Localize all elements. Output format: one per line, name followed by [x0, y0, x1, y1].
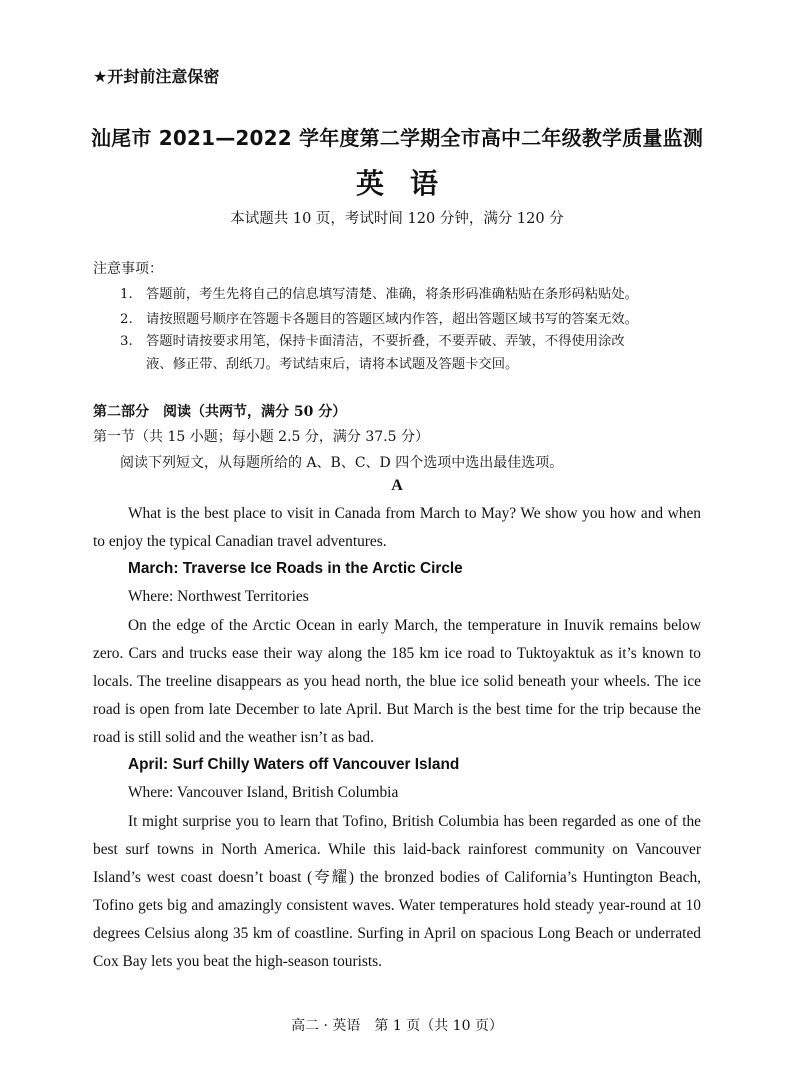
- exam-info: 本试题共 10 页，考试时间 120 分钟，满分 120 分: [230, 211, 564, 227]
- note-item-2: [120, 308, 638, 327]
- page-footer: 高二 · 英语 第 1 页（共 10 页）: [291, 1018, 503, 1034]
- note-text: 请按照题号顺序在答题卡各题目的答题区域内作答，超出答题区域书写的答案无效。: [146, 312, 638, 327]
- part-heading: 第二部分 阅读（共两节，满分 50 分）: [93, 404, 347, 420]
- passage-label: A: [391, 477, 403, 494]
- note-item-3-continued: 液、修正带、刮纸刀。考试结束后，请将本试题及答题卡交回。: [146, 357, 519, 372]
- confidential-notice: ★开封前注意保密: [93, 67, 220, 86]
- note-item-1: [120, 283, 638, 302]
- march-body: On the edge of the Arctic Ocean in early March, the temperature in Inuvik remains below zero. Cars and trucks ease their way along the 185 km ice road to Tuktoyaktuk as it’s known to locals. The treeline disappears as you head north, the blue ice solid beneath your wheels. The ice road is open from late December to late April. But March is the best time for the trip because the road is still solid and the weather isn’t as bad.: [93, 617, 701, 746]
- exam-title: 汕尾市 2021—2022 学年度第二学期全市高中二年级教学质量监测: [90, 126, 704, 150]
- april-heading: April: Surf Chilly Waters off Vancouver Island: [128, 756, 460, 773]
- note-item-3: [120, 330, 625, 349]
- note-text: 答题时请按要求用笔，保持卡面清洁，不要折叠，不要弄破、弄皱，不得使用涂改: [146, 334, 625, 349]
- april-location: Where: Vancouver Island, British Columbia: [128, 784, 399, 801]
- notes-title: 注意事项：: [93, 261, 163, 277]
- instruction: 阅读下列短文，从每题所给的 A、B、C、D 四个选项中选出最佳选项。: [120, 455, 564, 471]
- note-number: 3.: [120, 334, 133, 349]
- april-body: It might surprise you to learn that Tofino, British Columbia has been regarded as one of the best surf towns in North America. While this laid-back rainforest community on Vancouver Island’s west coast doesn’t boast (夸耀) the bronzed bodies of California’s Huntington Beach, Tofino gets big and amazingly consistent waves. Water temperatures hold steady year-round at 10 degrees Celsius along 35 km of coastline. Surfing in April on spacious Long Beach or underrated Cox Bay lets you beat the high-season tourists.: [93, 813, 701, 970]
- march-location: Where: Northwest Territories: [128, 588, 309, 605]
- subject-title: 英语: [355, 167, 464, 200]
- note-number: 1.: [120, 287, 133, 302]
- passage-intro: What is the best place to visit in Canada from March to May? We show you how and when to enjoy the typical Canadian travel adventures.: [93, 505, 701, 550]
- section-heading: 第一节（共 15 小题；每小题 2.5 分，满分 37.5 分）: [93, 429, 429, 445]
- note-text: 答题前，考生先将自己的信息填写清楚、准确，将条形码准确粘贴在条形码粘贴处。: [146, 287, 638, 302]
- note-number: 2.: [120, 312, 133, 327]
- march-heading: March: Traverse Ice Roads in the Arctic Circle: [128, 560, 463, 577]
